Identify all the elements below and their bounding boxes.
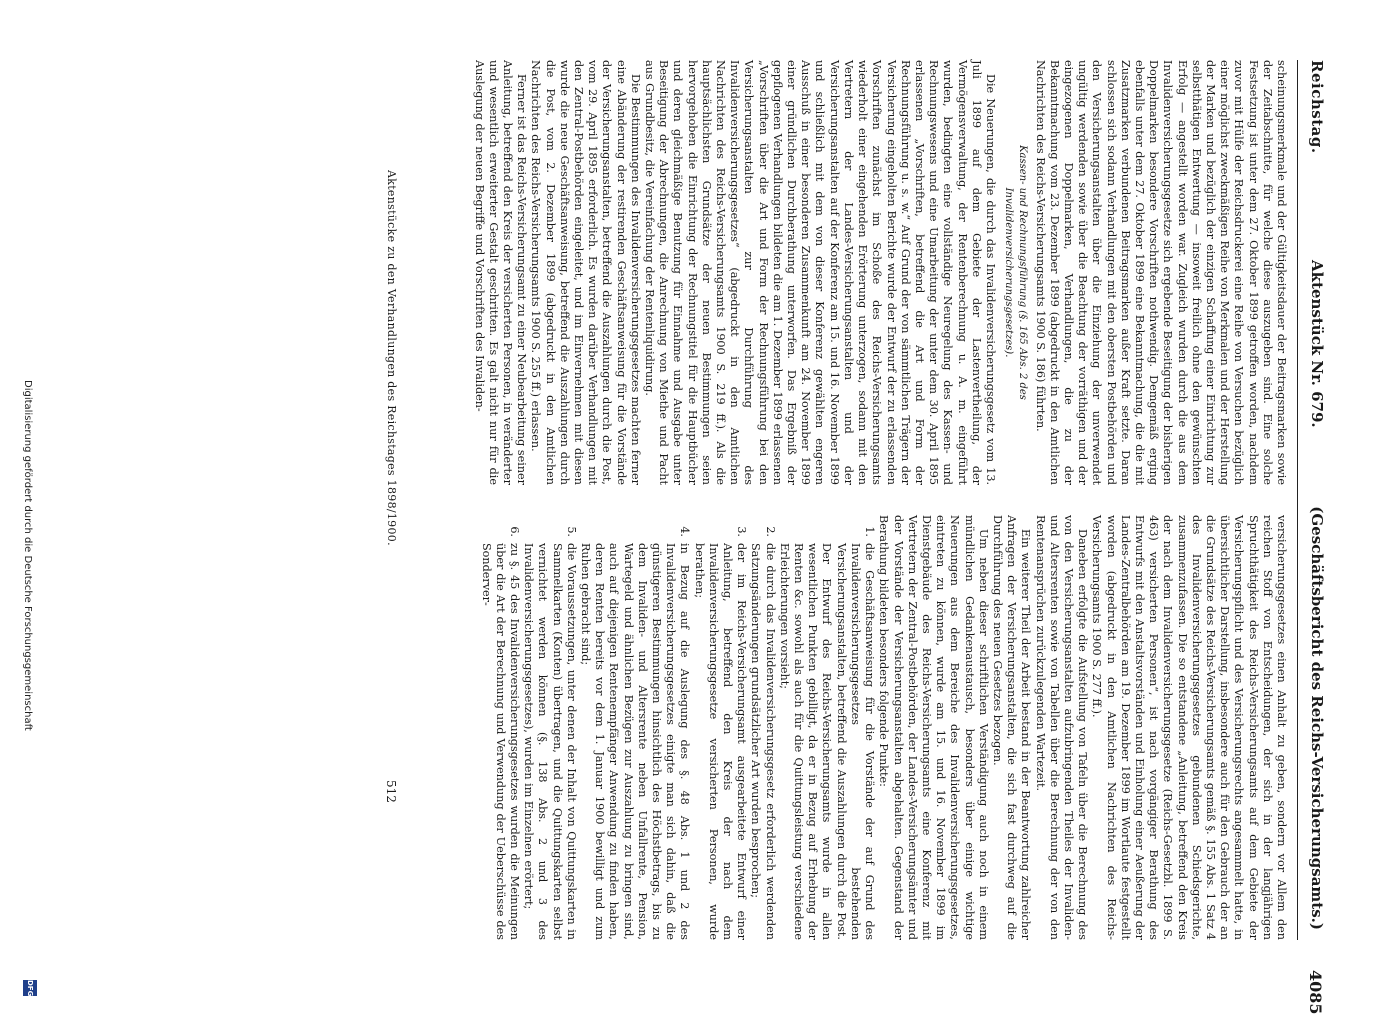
page-header: [1297, 60, 1328, 940]
footer-title: Aktenstücke zu den Verhandlungen des Reichstages 1898/1900.: [385, 170, 398, 546]
list-number: 1.: [863, 526, 877, 537]
paragraph: Die Bestimmungen des Invalidenversicherungsgesetzes machten ferner eine Abänderung der restirenden Geschäftsanweisung für die Vorstände der Versicherungsanstalten, betreffend die Auszahlungen durch die Post, vom 29. April 1895 erforderlich. Es wurden darüber Verhandlungen mit den Zentral-Postbehörden eingeleitet, und im Einvernehmen mit diesen wurde die neue Geschäftsanweisung, betreffend die Auszahlungen durch die Post, vom 2. Dezember 1899 (abgedruckt in den Amtlichen Nachrichten des Reichs-Versicherungsamts 1900 S. 255 ff.) erlassen.: [529, 60, 642, 485]
list-item: [691, 515, 748, 940]
page-number-top: 4085: [1306, 970, 1325, 1015]
list-text: in Bezug auf die Auslegung des §. 48 Abs. 1 und 2 des Invalidenversicherungsgesetzes einigte man sich dahin, daß die günstigeren Bestimmungen hinsichtlich des Höchstbetrags, bis zu dem Invaliden- und Altersrente neben Unfallrente, Pension, Wartegeld und ähnlichen Bezügen zur Auszahlung zu bringen sind, auch auf diejenigen Rentenempfänger Anwendung zu finden haben, deren Renten bereits vor dem 1. Januar 1900 bewilligt und zum Ruhen gebracht sind;: [579, 543, 692, 940]
list-text: der im Reichs-Versicherungsamt ausgearbeitete Entwurf einer Anleitung, betreffend den Kreis der nach dem Invalidenversicherungsgesetze versicherten Personen, wurde berathen;: [692, 543, 749, 940]
page-number-bottom: 512: [384, 780, 398, 803]
paragraph: versicherungsgesetzes einen Anhalt zu geben, sondern vor Allem den reichen Stoff von Entscheidungen, der sich in der langjährigen Spruchthätigkeit des Reichs-Versicherungsamts auf dem Gebiete der Versicherungspflicht und des Versicherungsrechts angesammelt hatte, in übersichtlicher Darstellung, insbesondere auch für den Gebrauch der an die Grundsätze des Reichs-Versicherungsamts gemäß §. 155 Abs. 1 Satz 4 des Invalidenversicherungsgesetzes gebundenen Schiedsgerichte, zusammenzufassen. Die so entstandene „Anleitung, betreffend den Kreis der nach dem Invalidenversicherungsgesetze (Reichs-Gesetzbl. 1899 S. 463) versicherten Personen“, ist nach vorgängiger Berathung des Entwurfs mit den Anstaltsvorständen und Einholung einer Aeußerung der Landes-Zentralbehörden am 19. Dezember 1899 im Wortlaute festgestellt worden (abgedruckt in den Amtlichen Nachrichten des Reichs-Versicherungsamts 1900 S. 277 ff.).: [1090, 515, 1288, 940]
list-number: 6.: [508, 526, 522, 537]
paragraph: Um neben dieser schriftlichen Verständigung auch noch in einem mündlichen Gedankenaustausch, besonders über einige wichtige Neuerungen aus dem Bereiche des Invalidenversicherungsgesetzes, eintreten zu können, wurde am 15. und 16. November 1899 im Dienstgebäude des Reichs-Versicherungsamts eine Konferenz mit Vertretern der Zentral-Postbehörden, der Landes-Versicherungsämter und der Vorstände der Versicherungsanstalten abgehalten. Gegenstand der Berathung bildeten besonders folgende Punkte:: [877, 515, 990, 940]
column-divider: [408, 497, 1288, 498]
list-item: [478, 515, 521, 940]
paragraph: Ein weiterer Theil der Arbeit bestand in der Beantwortung zahlreicher Anfragen der Versicherungsanstalten, die sich fast durchweg auf die Durchführung des neuen Gesetzes bezogen.: [990, 515, 1033, 940]
list-item: [777, 515, 876, 940]
left-column: [471, 60, 1288, 485]
list-number: 2.: [763, 526, 777, 537]
paragraph: Ferner ist das Reichs-Versicherungsamt zu einer Neubearbeitung seiner Anleitung, betreffend den Kreis der versicherten Personen, in veränderter und wesentlich erweiterter Gestalt geschritten. Es galt nicht nur für die Auslegung der neuen Begriffe und Vorschriften des Invaliden-: [472, 60, 529, 485]
list-text: zu §. 45 des Invalidenversicherungsgesetzes wurden die Meinungen über die Art der Berechnung und Verwendung der Ueberschüsse des Sonderver-: [479, 543, 522, 940]
header-center: Aktenstück Nr. 679.: [1308, 260, 1326, 428]
list-text: die Voraussetzungen, unter denen der Inhalt von Quittungskarten in Sammelkarten (Konten) übertragen, und die Quittungskarten selbst vernichtet werden können (§. 138 Abs. 2 und 3 des Invalidenversicherungsgesetzes), wurden im Einzelnen erörtert;: [522, 543, 578, 940]
list-item: [748, 515, 776, 940]
right-column: [478, 515, 1288, 940]
paragraph: scheinungsmerkmale und der Gültigkeitsdauer der Beitragsmarken sowie der Zeitabschnitte, für welche diese auszugeben sind. Eine solche Festsetzung ist unter dem 27. Oktober 1899 getroffen worden, nachdem zuvor mit Hülfe der Reichsdruckerei eine Reihe von Versuchen bezüglich einer möglichst zweckmäßigen Reihe von Merkmalen und der Herstellung der Marken und bezüglich der einzigen Schaffung einer Einrichtung zur selbstthätigen Entwertung — insoweit freilich ohne den gewünschten Erfolg — angestellt worden war. Zugleich wurden durch die aus dem Invalidenversicherungsgesetze sich ergebende Beseitigung der bisherigen Doppelmarken besondere Vorschriften nothwendig. Demgemäß erging ebenfalls unter dem 27. Oktober 1899 eine Bekanntmachung, die die mit Zusatzmarken verbundenen Beitragsmarken außer Kraft setzte. Daran schlossen sich sodann Verhandlungen mit den obersten Postbehörden und den Versicherungsanstalten über die Einziehung der unverwendet ungültig werdenden sowie über die Beachtung der vorräthigen und der eingezogenen Doppelmarken, Verhandlungen, die zu der Bekanntmachung vom 23. Dezember 1899 (abgedruckt in den Amtlichen Nachrichten des Reichs-Versicherungsamts 1900 S. 186) führten.: [1033, 60, 1288, 485]
header-right: (Geschäftsbericht des Reichs-Versicherungsamts.): [1308, 506, 1326, 930]
header-left: Reichstag.: [1308, 60, 1326, 154]
list-number: 5.: [564, 526, 578, 537]
dfg-logo-icon: DFG: [23, 980, 37, 996]
list-text: die Geschäftsanweisung für die Vorstände der auf Grund des Invalidenversicherungsgesetzes bestehenden Versicherungsanstalten, betreffend die Auszahlungen durch die Post. Der Entwurf des Reichs-Versicherungsamts wurde in allen wesentlichen Punkten gebilligt, da er in Bezug auf Erhebung der Renten &c. sowohl als auch für die Quittungsleistung verschiedene Erleichterungen vorsieht;: [777, 543, 877, 940]
section-heading: Kassen- und Rechnungsführung (§. 165 Abs. 2 des Invalidenversicherungsgesetzes).: [1003, 145, 1029, 400]
list-item: [521, 515, 578, 940]
list-number: 3.: [735, 526, 749, 537]
paragraph: Daneben erfolgte die Aufstellung von Tafeln über die Berechnung des von den Versicherungsanstalten aufzubringenden Theiles der Invaliden- und Altersrenten sowie von Tabellen über die Berechnung der von den Rentenansprüchen zurückzulegenden Wartezeit.: [1033, 515, 1090, 940]
list-text: die durch das Invalidenversicherungsgesetz erforderlich werdenden Satzungsänderungen grundsätzlicher Art wurden besprochen;: [749, 543, 777, 940]
list-item: [578, 515, 692, 940]
paragraph: Die Neuerungen, die durch das Invalidenversicherungsgesetz vom 13. Juli 1899 auf dem Gebiete der Lastenvertheilung, der Vermögensverwaltung, der Rentenberechnung u. A. m. eingeführt wurden, bedingten eine vollständige Neuregelung des Kassen- und Rechnungswesens und eine Umarbeitung der unter dem 30. April 1895 erlassenen „Vorschriften, betreffend die Art und Form der Rechnungsführung u. s. w.“ Auf Grund der von sämmtlichen Trägern der Versicherung eingeholten Berichte wurde der Entwurf der zu erlassenden Vorschriften zunächst im Schoße des Reichs-Versicherungsamts wiederholt einer eingehenden Erörterung unterzogen, sodann mit den Vertretern der Landes-Versicherungsanstalten und der Versicherungsanstalten auf der Konferenz am 15. und 16. November 1899 und schließlich mit dem von dieser Konferenz gewählten engeren Ausschuß in einer besonderen Zusammenkunft am 24. November 1899 einer gründlichen Durchberathung unterworfen. Das Ergebniß der gepflogenen Verhandlungen bildeten die am 1. Dezember 1899 erlassenen „Vorschriften über die Art und Form der Rechnungsführung bei den Versicherungsanstalten zur Durchführung des Invalidenversicherungsgesetzes“ (abgedruckt in den Amtlichen Nachrichten des Reichs-Versicherungsamts 1900 S. 219 ff.). Als die hauptsächlichsten Grundsätze der neuen Bestimmungen seien hervorgehoben die Einrichtung der Rechnungstitel für die Hauptbücher und deren gleichmäßige Benutzung für Einnahme und Ausgabe unter Beseitigung der Abrechnungen, die Anrechnung von Miethe und Pacht aus Grundbesitz, die Vereinfachung der Rentenliquidirung.: [643, 60, 997, 485]
list-number: 4.: [678, 526, 692, 537]
digitization-credit: Digitalisierung gefördert durch die Deutsche Forschungsgemeinschaft: [22, 380, 33, 731]
